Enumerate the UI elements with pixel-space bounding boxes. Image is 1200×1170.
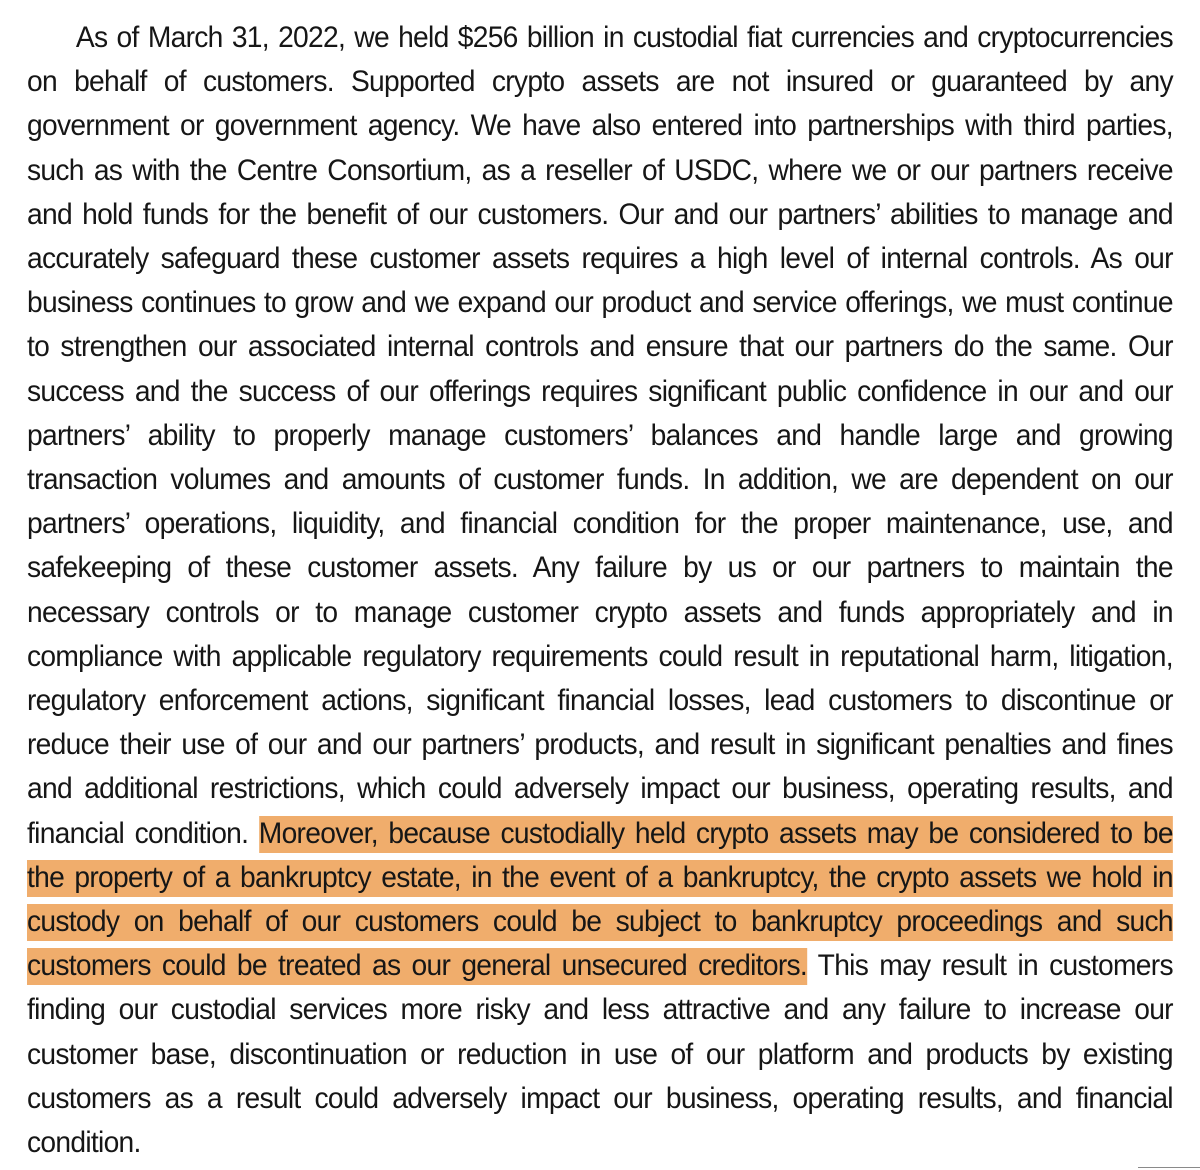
page-edge-divider: [1138, 1167, 1200, 1168]
highlighted-passage: Moreover, because custodially held crypto assets may be considered to be the property of a bankruptcy estate, in the event of a bankruptcy, the crypto assets we hold in custody on behalf of our customers could be subject to bankruptcy proceedings and such customers could be treated as our general unsecured creditors.: [27, 816, 1173, 986]
body-paragraph: [27, 16, 1173, 1165]
paragraph-text-after-highlight: This may result in customers finding our custodial services more risky and less attractive and any failure to increase our customer base, discontinuation or reduction in use of our platform and products by existing customers as a result could adversely impact our business, operating results, and financial condition.: [27, 949, 1173, 1160]
paragraph-text-before-highlight: As of March 31, 2022, we held $256 billion in custodial fiat currencies and cryptocurrencies on behalf of customers. Supported crypto assets are not insured or guaranteed by any government or government agency. We have also entered into partnerships with third parties, such as with the Centre Consortium, as a reseller of USDC, where we or our partners receive and hold funds for the benefit of our customers. Our and our partners’ abilities to manage and accurately safeguard these customer assets requires a high level of internal controls. As our business continues to grow and we expand our product and service offerings, we must continue to strengthen our associated internal controls and ensure that our partners do the same. Our success and the success of our offerings requires significant public confidence in our and our partners’ ability to properly manage customers’ balances and handle large and growing transaction volumes and amounts of customer funds. In addition, we are dependent on our partners’ operations, liquidity, and financial condition for the proper maintenance, use, and safekeeping of these customer assets. Any failure by us or our partners to maintain the necessary controls or to manage customer crypto assets and funds appropriately and in compliance with applicable regulatory requirements could result in reputational harm, litigation, regulatory enforcement actions, significant financial losses, lead customers to discontinue or reduce their use of our and our partners’ products, and result in significant penalties and fines and additional restrictions, which could adversely impact our business, operating results, and financial condition.: [27, 21, 1173, 850]
